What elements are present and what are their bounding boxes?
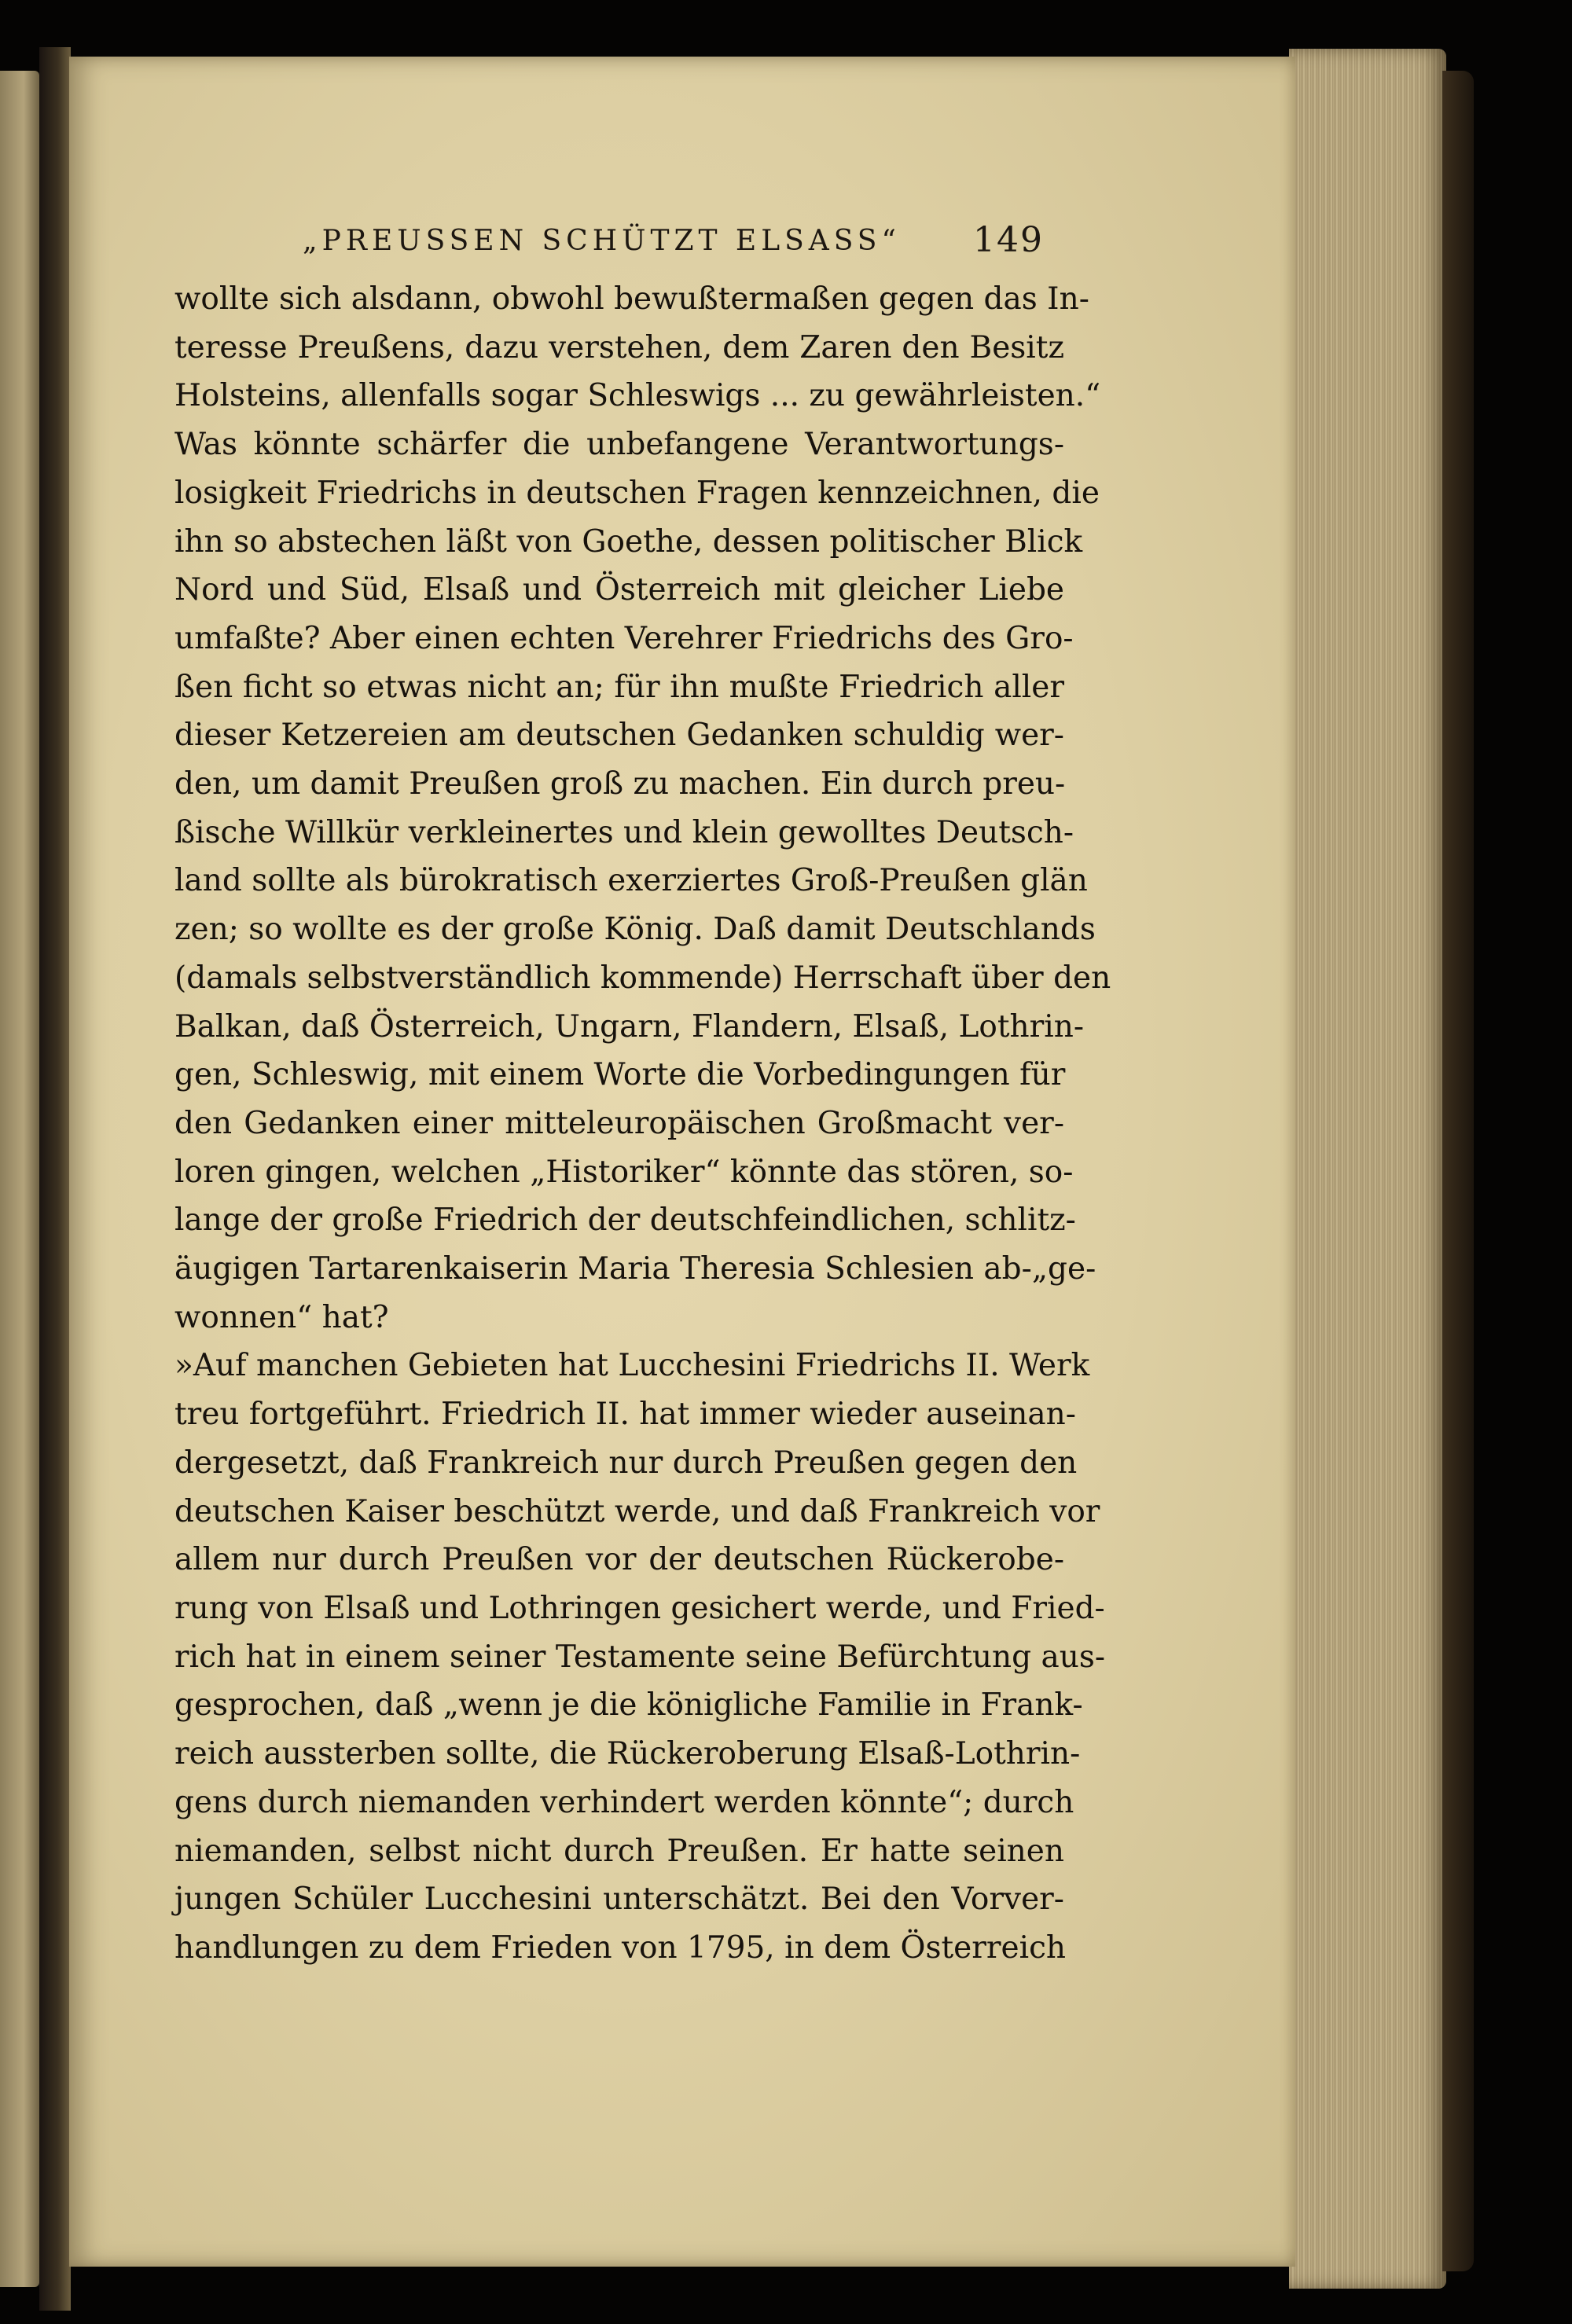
text-line: Holsteins, allenfalls sogar Schleswigs ... zu gewährleisten.“ xyxy=(174,378,1101,414)
text-line: Nord und Süd, Elsaß und Österreich mit gleicher Liebe xyxy=(174,572,1064,608)
text-line: dergesetzt, daß Frankreich nur durch Preußen gegen den xyxy=(174,1445,1078,1481)
text-line: lange der große Friedrich der deutschfeindlichen, schlitz- xyxy=(174,1202,1076,1239)
text-line: losigkeit Friedrichs in deutschen Fragen kennzeichnen, die xyxy=(174,475,1100,511)
text-line: zen; so wollte es der große König. Daß damit Deutschlands xyxy=(174,912,1096,948)
book-gutter xyxy=(39,47,71,2311)
text-line: allem nur durch Preußen vor der deutschen Rückerobe- xyxy=(174,1542,1064,1578)
running-title: „PREUSSEN SCHÜTZT ELSASS“ xyxy=(303,225,901,257)
text-line: treu fortgeführt. Friedrich II. hat immer wieder auseinan- xyxy=(174,1397,1076,1433)
text-line: dieser Ketzereien am deutschen Gedanken schuldig wer- xyxy=(174,718,1064,754)
text-line: jungen Schüler Lucchesini unterschätzt. Bei den Vorver- xyxy=(174,1882,1064,1918)
text-line: loren gingen, welchen „Historiker“ könnte das stören, so- xyxy=(174,1154,1074,1190)
text-line: rung von Elsaß und Lothringen gesichert werde, und Fried- xyxy=(174,1590,1105,1626)
text-line: gen, Schleswig, mit einem Worte die Vorbedingungen für xyxy=(174,1057,1066,1093)
text-line: gens durch niemanden verhindert werden könnte“; durch xyxy=(174,1784,1074,1820)
text-line: (damals selbstverständlich kommende) Herrschaft über den xyxy=(174,960,1111,996)
page-block-edges xyxy=(1289,49,1446,2289)
page-number: 149 xyxy=(973,220,1044,260)
text-line: ßische Willkür verkleinertes und klein gewolltes Deutsch- xyxy=(174,814,1074,850)
text-line: umfaßte? Aber einen echten Verehrer Friedrichs des Gro- xyxy=(174,620,1074,656)
text-line: »Auf manchen Gebieten hat Lucchesini Friedrichs II. Werk xyxy=(174,1348,1090,1384)
text-line: äugigen Tartarenkaiserin Maria Theresia Schlesien ab-„ge- xyxy=(174,1251,1096,1287)
facing-page-edge xyxy=(0,71,39,2287)
text-line: niemanden, selbst nicht durch Preußen. Er hatte seinen xyxy=(174,1833,1064,1869)
text-line: Balkan, daß Österreich, Ungarn, Flandern, Elsaß, Lothrin- xyxy=(174,1008,1085,1045)
text-line: reich aussterben sollte, die Rückeroberung Elsaß-Lothrin- xyxy=(174,1736,1081,1772)
text-line: deutschen Kaiser beschützt werde, und daß Frankreich vor xyxy=(174,1493,1100,1529)
text-line: wonnen“ hat? xyxy=(174,1299,389,1335)
text-line: ßen ficht so etwas nicht an; für ihn mußte Friedrich aller xyxy=(174,669,1064,705)
text-line: wollte sich alsdann, obwohl bewußtermaßen gegen das In- xyxy=(174,281,1089,317)
book-cover-edge xyxy=(1442,71,1474,2271)
text-line: teresse Preußens, dazu verstehen, dem Zaren den Besitz xyxy=(174,329,1064,365)
running-head xyxy=(157,220,1053,267)
text-line: handlungen zu dem Frieden von 1795, in dem Österreich xyxy=(174,1929,1067,1966)
text-line: ihn so abstechen läßt von Goethe, dessen politischer Blick xyxy=(174,523,1083,560)
text-line: Was könnte schärfer die unbefangene Verantwortungs- xyxy=(174,427,1064,463)
text-line: den, um damit Preußen groß zu machen. Ein durch preu- xyxy=(174,766,1066,802)
text-line: land sollte als bürokratisch exerziertes Groß-Preußen glän xyxy=(174,863,1088,899)
text-line: den Gedanken einer mitteleuropäischen Großmacht ver- xyxy=(174,1105,1064,1141)
text-line: gesprochen, daß „wenn je die königliche Familie in Frank- xyxy=(174,1687,1083,1724)
body-text xyxy=(174,275,1111,1973)
text-line: rich hat in einem seiner Testamente seine Befürchtung aus- xyxy=(174,1639,1106,1675)
